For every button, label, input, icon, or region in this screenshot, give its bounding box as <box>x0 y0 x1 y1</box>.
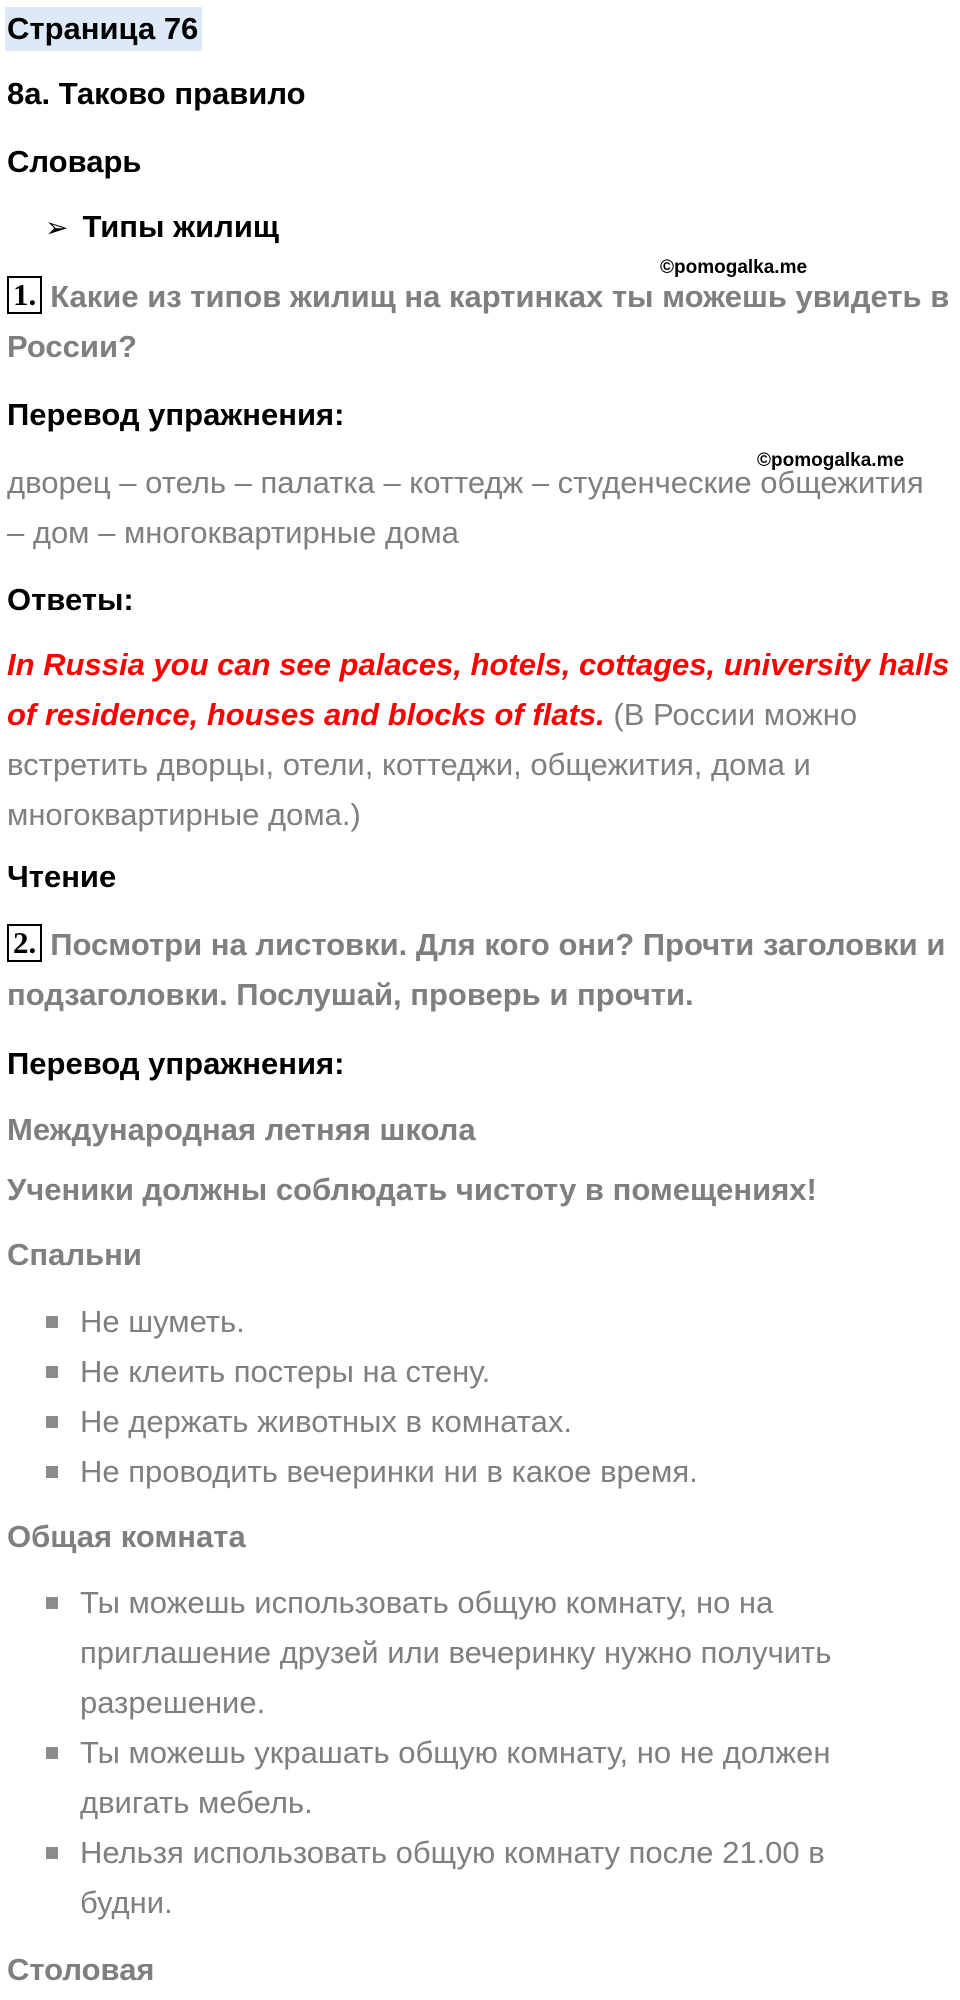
square-bullet-icon <box>46 1847 58 1859</box>
dining-room-heading: Столовая <box>7 1952 155 1987</box>
exercise-1-instruction <box>7 272 957 372</box>
list-item-text: Ты можешь украшать общую комнату, но не должен двигать мебель. <box>80 1735 831 1820</box>
vocabulary-item-label: Типы жилищ <box>82 209 280 244</box>
exercise-2-instruction <box>7 920 957 1020</box>
list-item <box>40 1397 940 1447</box>
common-room-heading: Общая комната <box>7 1519 246 1554</box>
square-bullet-icon <box>46 1747 58 1759</box>
square-bullet-icon <box>46 1466 58 1478</box>
list-item <box>40 1578 910 1728</box>
common-room-rules-list <box>40 1578 910 1928</box>
answer-english: In Russia you can see palaces, hotels, cottages, university halls of residence, houses and blocks of flats. <box>7 647 950 732</box>
answers-heading: Ответы: <box>7 582 134 617</box>
answer-russian: (В России можно встретить дворцы, отели, коттеджи, общежития, дома и многоквартирные дома.) <box>7 697 858 832</box>
vocabulary-item <box>45 205 279 250</box>
translation-heading: Перевод упражнения: <box>7 397 345 432</box>
square-bullet-icon <box>46 1316 58 1328</box>
leaflet-subtitle: Ученики должны соблюдать чистоту в помещениях! <box>7 1172 817 1207</box>
vocabulary-heading: Словарь <box>7 144 142 179</box>
arrow-bullet-icon: ➢ <box>45 212 69 243</box>
list-item-text: Нельзя использовать общую комнату после 21.00 в будни. <box>80 1835 825 1920</box>
exercise-2-instruction-text: Посмотри на листовки. Для кого они? Прочти заголовки и подзаголовки. Послушай, проверь и прочти. <box>7 927 946 1012</box>
list-item-text: Ты можешь использовать общую комнату, но на приглашение друзей или вечеринку нужно получить разрешение. <box>80 1585 832 1720</box>
answer-paragraph <box>7 640 957 840</box>
list-item-text: Не клеить постеры на стену. <box>80 1354 491 1389</box>
page-heading: Страница 76 <box>5 7 202 51</box>
section-title: 8a. Таково правило <box>7 76 306 111</box>
list-item <box>40 1447 940 1497</box>
square-bullet-icon <box>46 1597 58 1609</box>
list-item <box>40 1728 910 1828</box>
square-bullet-icon <box>46 1366 58 1378</box>
list-item-text: Не проводить вечеринки ни в какое время. <box>80 1454 698 1489</box>
exercise-1-instruction-text: Какие из типов жилищ на картинках ты можешь увидеть в России? <box>7 279 950 364</box>
bedrooms-rules-list <box>40 1297 940 1497</box>
exercise-number-box: 1. <box>7 276 42 314</box>
leaflet-title: Международная летняя школа <box>7 1112 476 1147</box>
translation-text: дворец – отель – палатка – коттедж – студенческие общежития – дом – многоквартирные дома <box>7 465 924 550</box>
list-item-text: Не держать животных в комнатах. <box>80 1404 572 1439</box>
reading-heading: Чтение <box>7 859 117 894</box>
list-item-text: Не шуметь. <box>80 1304 245 1339</box>
list-item <box>40 1347 940 1397</box>
watermark: ©pomogalka.me <box>660 257 808 278</box>
list-item <box>40 1828 910 1928</box>
translation-heading: Перевод упражнения: <box>7 1046 345 1081</box>
bedrooms-heading: Спальни <box>7 1237 142 1272</box>
list-item <box>40 1297 940 1347</box>
exercise-number-box: 2. <box>7 924 42 962</box>
watermark: ©pomogalka.me <box>757 450 905 471</box>
square-bullet-icon <box>46 1416 58 1428</box>
